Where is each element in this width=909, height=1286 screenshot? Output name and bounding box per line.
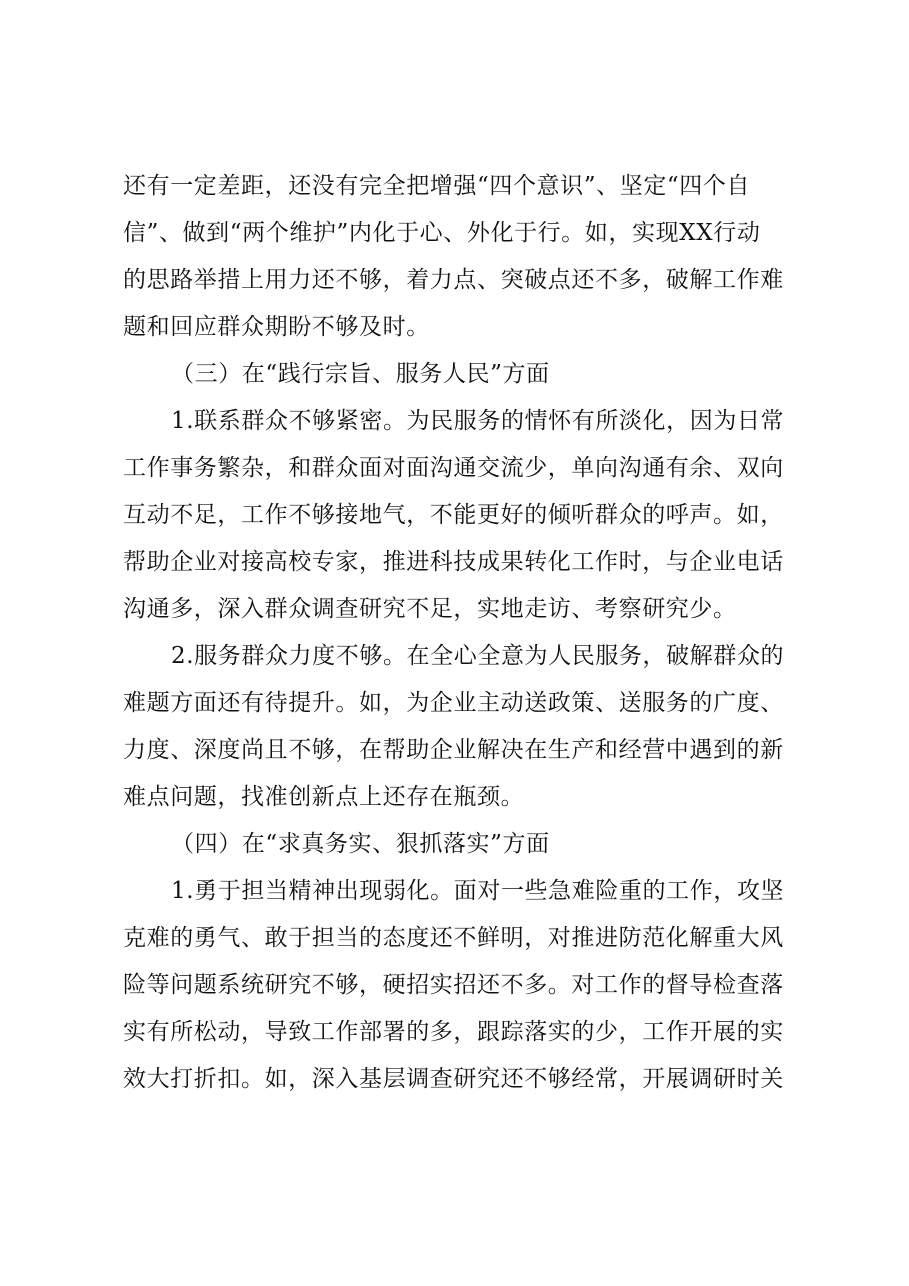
text-line-10: 沟通多，深入群众调查研究不足，实地走访、考察研究少。 <box>123 596 737 622</box>
text-line-9: 帮助企业对接高校专家，推进科技成果转化工作时，与企业电话 <box>123 549 784 575</box>
text-line-14: 难点问题，找准创新点上还存在瓶颈。 <box>123 784 525 810</box>
text-line-11: 2.服务群众力度不够。在全心全意为人民服务，破解群众的 <box>171 643 785 669</box>
text-line-19: 实有所松动，导致工作部署的多，跟踪落实的少，工作开展的实 <box>123 1019 784 1045</box>
section-heading-3: （三）在“践行宗旨、服务人民”方面 <box>171 361 550 387</box>
text-line-7: 工作事务繁杂，和群众面对面沟通交流少，单向沟通有余、双向 <box>123 455 784 481</box>
text-line-2: 信”、做到“两个维护”内化于心、外化于行。如，实现XX行动 <box>123 220 761 246</box>
text-line-8: 互动不足，工作不够接地气，不能更好的倾听群众的呼声。如， <box>123 502 784 528</box>
text-line-6: 1.联系群众不够紧密。为民服务的情怀有所淡化，因为日常 <box>171 408 785 434</box>
text-line-17: 克难的勇气、敢于担当的态度还不鲜明，对推进防范化解重大风 <box>123 925 784 951</box>
text-line-13: 力度、深度尚且不够，在帮助企业解决在生产和经营中遇到的新 <box>123 737 784 763</box>
text-line-4: 题和回应群众期盼不够及时。 <box>123 314 430 340</box>
text-line-20: 效大打折扣。如，深入基层调查研究还不够经常，开展调研时关 <box>123 1066 784 1092</box>
text-line-1: 还有一定差距，还没有完全把增强“四个意识”、坚定“四个自 <box>123 173 751 199</box>
text-line-3: 的思路举措上用力还不够，着力点、突破点还不多，破解工作难 <box>123 267 784 293</box>
text-line-16: 1.勇于担当精神出现弱化。面对一些急难险重的工作，攻坚 <box>171 878 785 904</box>
text-line-12: 难题方面还有待提升。如，为企业主动送政策、送服务的广度、 <box>123 690 784 716</box>
section-heading-4: （四）在“求真务实、狠抓落实”方面 <box>171 831 550 857</box>
document-body <box>123 163 813 1103</box>
text-line-18: 险等问题系统研究不够，硬招实招还不多。对工作的督导检查落 <box>123 972 784 998</box>
